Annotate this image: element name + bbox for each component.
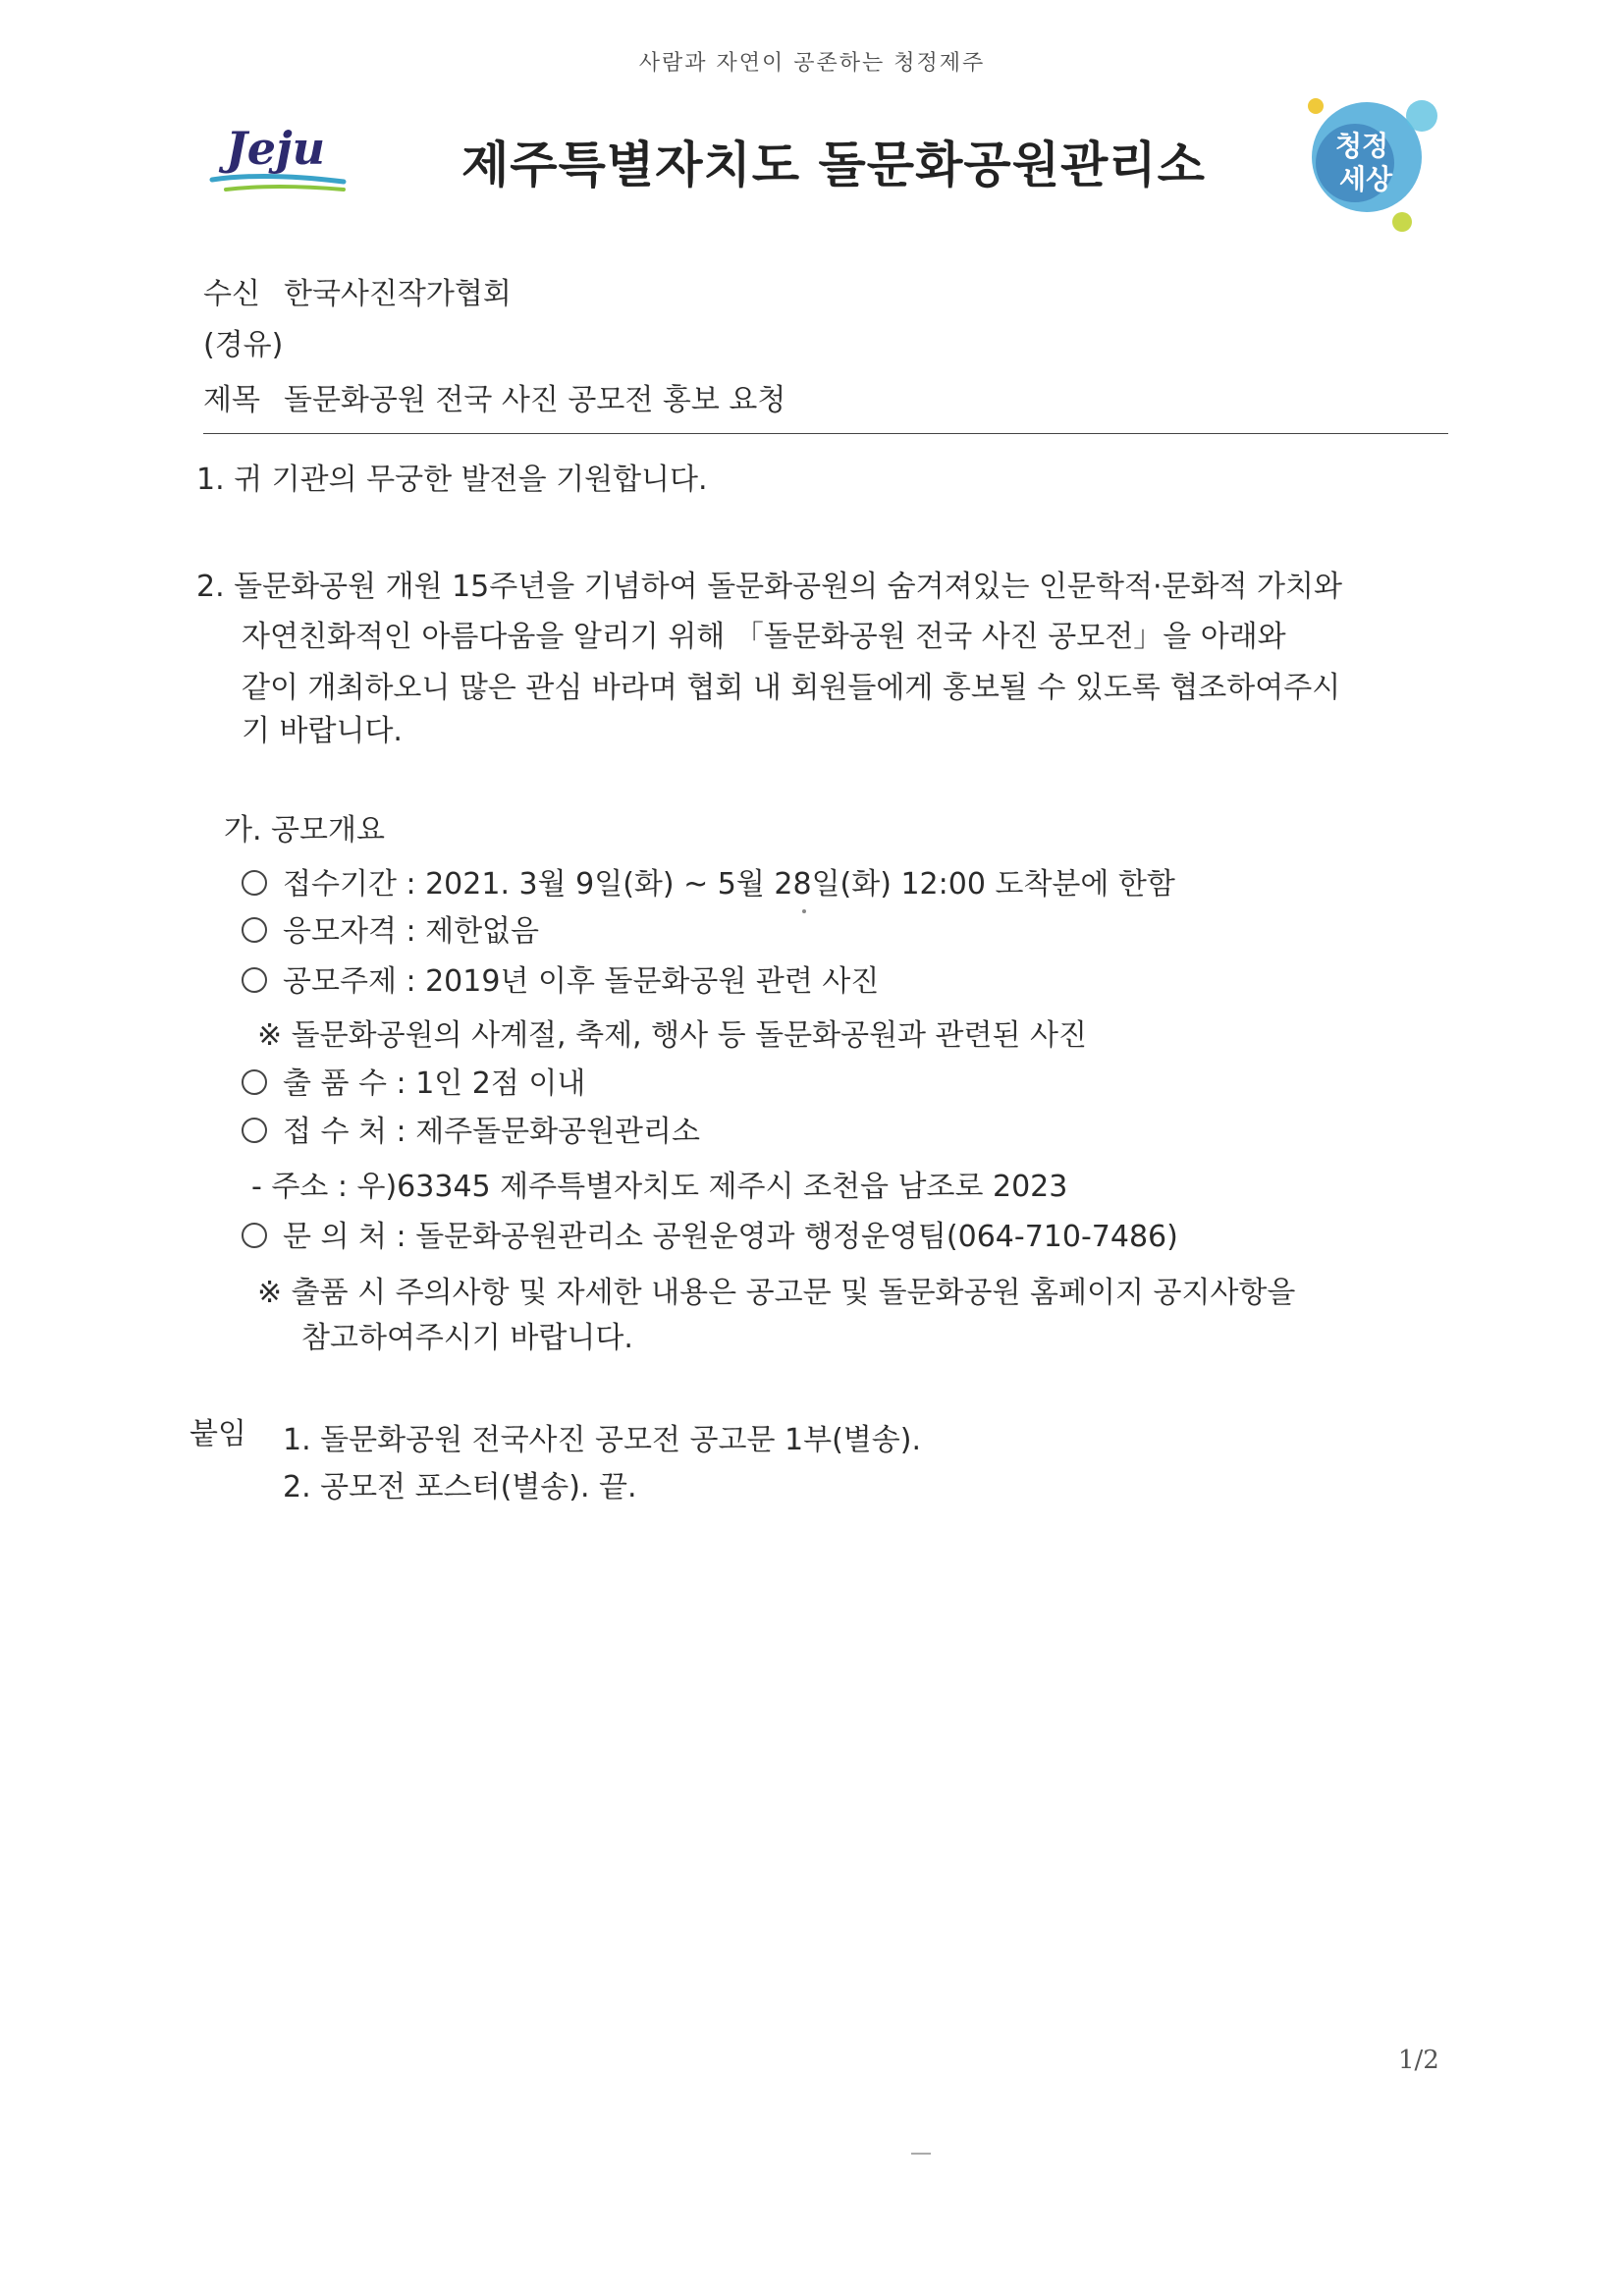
list-item-contact: 문 의 처 : 돌문화공원관리소 공원운영과 행정운영팀(064-710-7486) [242, 1223, 1178, 1252]
svg-text:세상: 세상 [1339, 163, 1393, 195]
circle-bullet-icon [242, 1223, 267, 1248]
theme-note: ※ 돌문화공원의 사계절, 축제, 행사 등 돌문화공원과 관련된 사진 [257, 1018, 1087, 1053]
recipient: 한국사진작가협회 [283, 277, 512, 311]
paragraph-2-line-4: 기 바랍니다. [242, 714, 403, 748]
header-slogan: 사람과 자연이 공존하는 청정제주 [638, 51, 986, 76]
circle-bullet-icon [242, 1118, 267, 1143]
notice-line-2: 참고하여주시기 바랍니다. [301, 1321, 633, 1355]
via-line: (경유) [203, 328, 284, 362]
notice-line-1: ※ 출품 시 주의사항 및 자세한 내용은 공고문 및 돌문화공원 홈페이지 공지사항을 [257, 1276, 1296, 1310]
scan-mark [911, 2153, 931, 2155]
paragraph-2-line-3: 같이 개최하오니 많은 관심 바라며 협회 내 회원들에게 홍보될 수 있도록 협조하여주시 [242, 671, 1341, 705]
recipient-line [203, 277, 512, 311]
paragraph-2-line-1: 2. 돌문화공원 개원 15주년을 기념하여 돌문화공원의 숨겨져있는 인문학적·문화적 가치와 [196, 570, 1342, 604]
attachment-item-2: 2. 공모전 포스터(별송). 끝. [283, 1470, 637, 1504]
circle-bullet-icon [242, 1069, 267, 1095]
paragraph-2-line-2: 자연친화적인 아름다움을 알리기 위해 「돌문화공원 전국 사진 공모전」을 아래와 [242, 620, 1286, 654]
page-title: 제주특별자치도 돌문화공원관리소 [461, 137, 1206, 193]
subject-line [203, 383, 786, 417]
scan-speck [802, 909, 806, 913]
circle-bullet-icon [242, 967, 267, 993]
clean-world-seal [1304, 94, 1449, 240]
subject: 돌문화공원 전국 사진 공모전 홍보 요청 [283, 383, 786, 417]
subject-label: 제목 [203, 383, 260, 417]
list-item-receiver: 접 수 처 : 제주돌문화공원관리소 [242, 1118, 700, 1147]
list-item-count: 출 품 수 : 1인 2점 이내 [242, 1069, 585, 1099]
svg-text:청정: 청정 [1335, 130, 1389, 162]
circle-bullet-icon [242, 917, 267, 943]
page-number: 1/2 [1398, 2046, 1439, 2075]
list-item-period: 접수기간 : 2021. 3월 9일(화) ~ 5월 28일(화) 12:00 도착분에 한함 [242, 870, 1175, 900]
list-item-theme: 공모주제 : 2019년 이후 돌문화공원 관련 사진 [242, 967, 879, 997]
attachments-label: 붙임 [189, 1417, 246, 1451]
attachment-item-1: 1. 돌문화공원 전국사진 공모전 공고문 1부(별송). [283, 1423, 921, 1457]
section-heading: 가. 공모개요 [224, 813, 385, 847]
subject-divider [203, 433, 1448, 434]
address-line: - 주소 : 우)63345 제주특별자치도 제주시 조천읍 남조로 2023 [251, 1170, 1068, 1204]
paragraph-1: 1. 귀 기관의 무궁한 발전을 기원합니다. [196, 463, 708, 497]
jeju-logo-text: Jeju [226, 122, 326, 175]
recipient-label: 수신 [203, 277, 260, 311]
list-item-eligibility: 응모자격 : 제한없음 [242, 917, 539, 947]
jeju-logo [206, 113, 353, 196]
circle-bullet-icon [242, 870, 267, 896]
